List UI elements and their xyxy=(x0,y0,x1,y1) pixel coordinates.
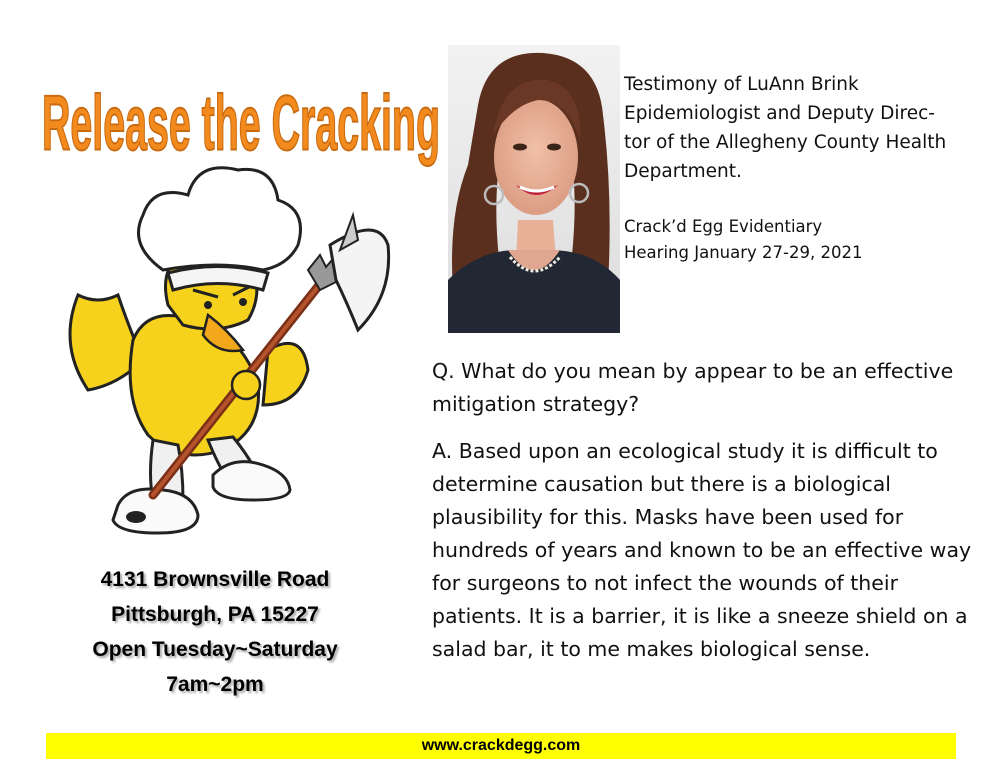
street-address: 4131 Brownsville Road xyxy=(100,568,330,591)
city-state-zip: Pittsburgh, PA 15227 xyxy=(111,603,319,626)
open-hours: 7am~2pm xyxy=(166,673,264,696)
intro-line: Epidemiologist and Deputy Direc- xyxy=(624,103,935,124)
website-footer xyxy=(46,733,956,759)
intro-line: tor of the Allegheny County Health xyxy=(624,132,947,153)
headline-text: Release the Cracking xyxy=(42,78,441,167)
portrait-photo xyxy=(448,45,620,333)
hearing-line: Hearing January 27-29, 2021 xyxy=(624,243,863,262)
answer-text: A. Based upon an ecological study it is difficult to determine causation but there is a biological plausibility for this. Masks have been used for hundreds of years and known to be an effective way for surgeons to not infect the wounds of their patients. It is a barrier, it is like a sneeze shield on a salad bar, it to me makes biological sense. xyxy=(432,439,972,661)
question-text: Q. What do you mean by appear to be an effective mitigation strategy? xyxy=(432,359,954,416)
testimony-intro xyxy=(624,70,994,266)
woman-portrait-icon xyxy=(448,45,620,333)
website-link[interactable]: www.crackdegg.com xyxy=(421,737,581,754)
address-block xyxy=(40,562,390,702)
question-answer xyxy=(432,355,972,680)
chef-chick-icon xyxy=(58,155,418,550)
hearing-line: Crack’d Egg Evidentiary xyxy=(624,217,823,236)
open-days: Open Tuesday~Saturday xyxy=(92,638,338,661)
intro-line: Testimony of LuAnn Brink xyxy=(624,74,859,95)
chef-chick-mascot xyxy=(58,155,418,550)
intro-line: Department. xyxy=(624,161,742,182)
